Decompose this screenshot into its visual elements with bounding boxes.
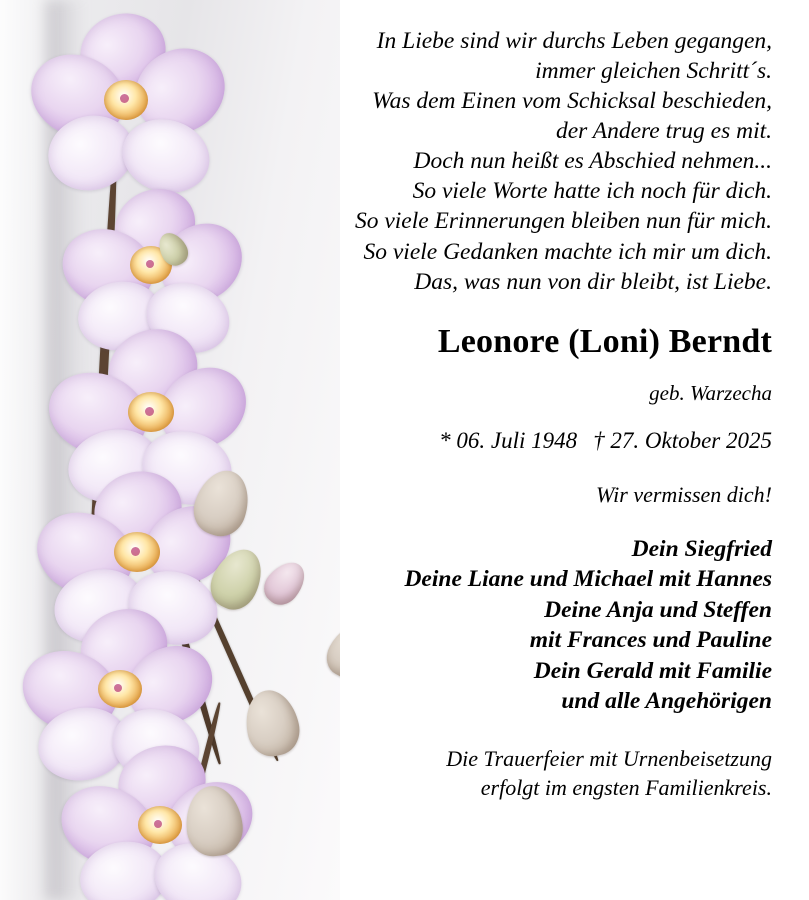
- family-line: und alle Angehörigen: [561, 688, 772, 715]
- poem-line: So viele Gedanken machte ich mir um dich.: [363, 238, 772, 265]
- family-line: Dein Siegfried: [631, 535, 772, 562]
- poem-line: Das, was nun von dir bleibt, ist Liebe.: [414, 268, 772, 295]
- closing-line: Die Trauerfeier mit Urnenbeisetzung: [446, 745, 772, 771]
- family-line: Deine Anja und Steffen: [544, 596, 772, 623]
- family-line: Dein Gerald mit Familie: [533, 657, 772, 684]
- poem-line: So viele Erinnerungen bleiben nun für mich.: [354, 208, 772, 235]
- orchid-blossom-1: [30, 20, 220, 200]
- poem-line: Was dem Einen vom Schicksal beschieden,: [372, 88, 772, 115]
- death-date: † 27. Oktober 2025: [593, 427, 772, 453]
- notice-text: [250, 0, 790, 900]
- deceased-name: Leonore (Loni) Berndt: [437, 322, 772, 360]
- poem-line: immer gleichen Schritt´s.: [535, 58, 772, 85]
- closing-line: erfolgt im engsten Familienkreis.: [480, 774, 772, 800]
- life-dates: [250, 428, 772, 454]
- family-signatures: [250, 534, 772, 717]
- birth-date: * 06. Juli 1948: [439, 427, 578, 453]
- family-line: mit Frances und Pauline: [529, 627, 772, 654]
- funeral-information: [250, 745, 772, 802]
- poem-line: Doch nun heißt es Abschied nehmen...: [413, 148, 772, 175]
- poem-line: In Liebe sind wir durchs Leben gegangen,: [376, 28, 772, 54]
- poem-line: der Andere trug es mit.: [555, 118, 772, 145]
- memorial-poem: [250, 26, 772, 297]
- family-line: Deine Liane und Michael mit Hannes: [404, 566, 772, 593]
- maiden-name: geb. Warzecha: [649, 380, 772, 405]
- poem-line: So viele Worte hatte ich noch für dich.: [412, 178, 772, 205]
- farewell-line: Wir vermissen dich!: [596, 481, 772, 507]
